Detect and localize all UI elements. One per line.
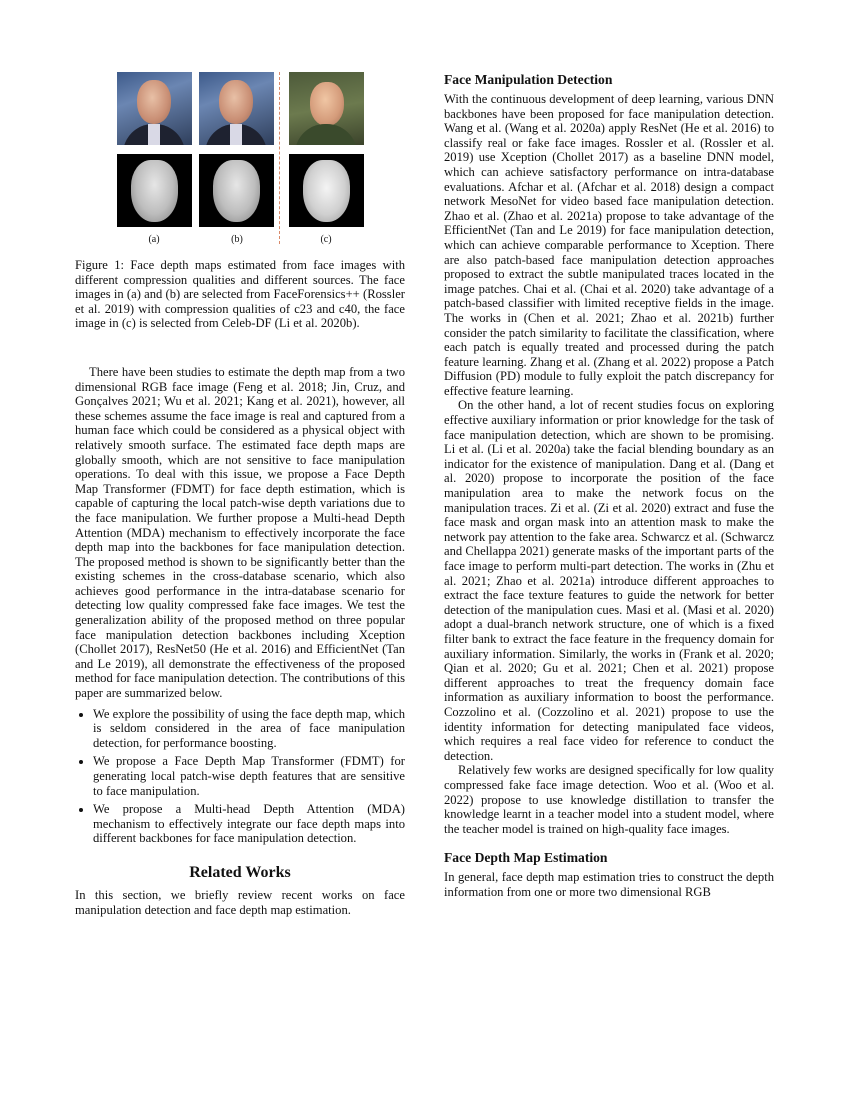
list-item: • We explore the possibility of using the face depth map, which is seldom considered in the area of face manipulation detection, for performance boosting. bbox=[93, 707, 405, 751]
depth-map-c bbox=[289, 154, 364, 227]
figure-caption: Figure 1: Face depth maps estimated from face images with different compression qualities and different sources. The face images in (a) and (b) are selected from FaceForensics++ (Rossler et al. 2019) with compression qualities of c23 and c40, the face image in (c) is selected from Celeb-DF (Li et al. 2020b). bbox=[75, 258, 405, 331]
fmd-paragraph-1: With the continuous development of deep learning, various DNN backbones have been proposed for face manipulation detection. Wang et al. (Wang et al. 2020a) apply ResNet (He et al. 2016) to classify real or fake face images. Rossler et al. (Rossler et al. 2019) use Xception (Chollet 2017) as a baseline DNN model, which can achieve satisfactory performance on intra-database evaluations. Afchar et al. (Afchar et al. 2018) design a compact network MesoNet for video based face manipulation detection. Zhao et al. (Zhao et al. 2021a) propose to take advantage of the EfficientNet (Tan and Le 2019) for face manipulation detection, which can achieve comparable performance to Xception. There are also patch-based face manipulation detection approaches proposed to extract the subtle manipulated traces located in the image patches. Chai et al. (Chai et al. 2020) take advantage of a patch-based classifier with limited receptive fields in the image. The works in (Chen et al. 2021; Zhao et al. 2021b) further consider the patch similarity to facilitate the classification, where each patch is equally treated and processed during the patch feature learning. Zhang et al. (Zhang et al. 2022) propose a Patch Diffusion (PD) module to fully exploit the patch discrepancy for effective feature learning. bbox=[444, 92, 774, 398]
section-heading-related-works: Related Works bbox=[189, 863, 291, 881]
right-column bbox=[444, 72, 774, 899]
subsection-heading-face-depth-map-estimation: Face Depth Map Estimation bbox=[444, 850, 608, 866]
related-works-paragraph: In this section, we briefly review recent works on face manipulation detection and face depth map estimation. bbox=[75, 887, 405, 917]
face-image-c bbox=[289, 72, 364, 145]
figure-separator bbox=[279, 72, 280, 244]
contributions-list bbox=[75, 707, 405, 846]
face-image-a bbox=[117, 72, 192, 145]
left-column bbox=[75, 72, 405, 917]
figure-1 bbox=[117, 72, 405, 248]
list-item: • We propose a Multi-head Depth Attention (MDA) mechanism to effectively integrate our face depth maps into different backbones for face manipulation detection. bbox=[93, 802, 405, 846]
subsection-heading-face-manipulation-detection: Face Manipulation Detection bbox=[444, 72, 613, 87]
sublabel-b: (b) bbox=[231, 234, 243, 245]
sublabel-a: (a) bbox=[148, 234, 160, 245]
list-item: • We propose a Face Depth Map Transformer (FDMT) for generating local patch-wise depth features that are sensitive to face manipulation. bbox=[93, 754, 405, 798]
depth-map-a bbox=[117, 154, 192, 227]
intro-paragraph: There have been studies to estimate the depth map from a two dimensional RGB face image (Feng et al. 2018; Jin, Cruz, and Gonçalves 2021; Wu et al. 2021; Kang et al. 2021), however, all these schemes assume the face image is real and captured from a human face which could be considered as a physical object with relatively smooth surface. The estimated face depth maps are globally smooth, which are not sensitive to face manipulation operations. To deal with this issue, we propose a Face Depth Map Transformer (FDMT) for face depth estimation, which is capable of capturing the local patch-wise depth variations due to the face manipulation. We further propose a Multi-head Depth Attention (MDA) mechanism to effectively incorporate the face depth map into the backbones for face manipulation detection. The proposed method is shown to be significantly better than the existing schemes in the cross-database scenario, which also achieves good performance in the intra-database scenario for detecting low quality compressed fake face images. We test the generalization ability of the proposed method on three popular face manipulation detection backbones including Xception (Chollet 2017), ResNet50 (He et al. 2016) and EfficientNet (Tan and Le 2019), all demonstrate the effectiveness of the proposed method for face manipulation detection. The contributions of this paper are summarized below. bbox=[75, 364, 405, 701]
fmd-paragraph-2: On the other hand, a lot of recent studies focus on exploring effective auxiliary information or prior knowledge for the task of face manipulation detection, which are shown to be promising. Li et al. (Li et al. 2020a) take the facial blending boundary as an indicator for the existence of manipulation. Dang et al. (Dang et al. 2020) propose to incorporate the position of the face manipulation area to make the network focus on the manipulation traces. Zi et al. (Zi et al. 2020) extract and fuse the face mask and organ mask into an attention mask to make the network pay attention to the fake area. Schwarcz et al. (Schwarcz and Chellappa 2021) generate masks of the important parts of the face image to perform multi-part detection. The works in (Zhu et al. 2021; Zhao et al. 2021a) introduce different approaches to extract the face texture features to guide the network for better detection of the manipulation cues. Masi et al. (Masi et al. 2020) adopt a dual-branch network structure, one of which is a fixed filter bank to extract the face feature in the frequency domain for auxiliary information. Similarly, the works in (Frank et al. 2020; Qian et al. 2020; Gu et al. 2021; Chen et al. 2021) propose different approaches to treat the frequency domain face information as auxiliary information to boost the performance. Cozzolino et al. (Cozzolino et al. 2021) propose to use the identity information for detecting manipulated face videos, which requires a real face video for reference to conduct the detection. bbox=[444, 398, 774, 763]
fmd-paragraph-3: Relatively few works are designed specifically for low quality compressed fake face image detection. Woo et al. (Woo et al. 2022) propose to use knowledge distillation to transfer the knowledge learnt in a teacher model into a student model, where the teacher model is trained on high-quality face images. bbox=[444, 763, 774, 836]
face-image-b bbox=[199, 72, 274, 145]
fdme-paragraph: In general, face depth map estimation tries to construct the depth information from one or more two dimensional RGB bbox=[444, 870, 774, 899]
sublabel-c: (c) bbox=[320, 234, 332, 245]
depth-map-b bbox=[199, 154, 274, 227]
